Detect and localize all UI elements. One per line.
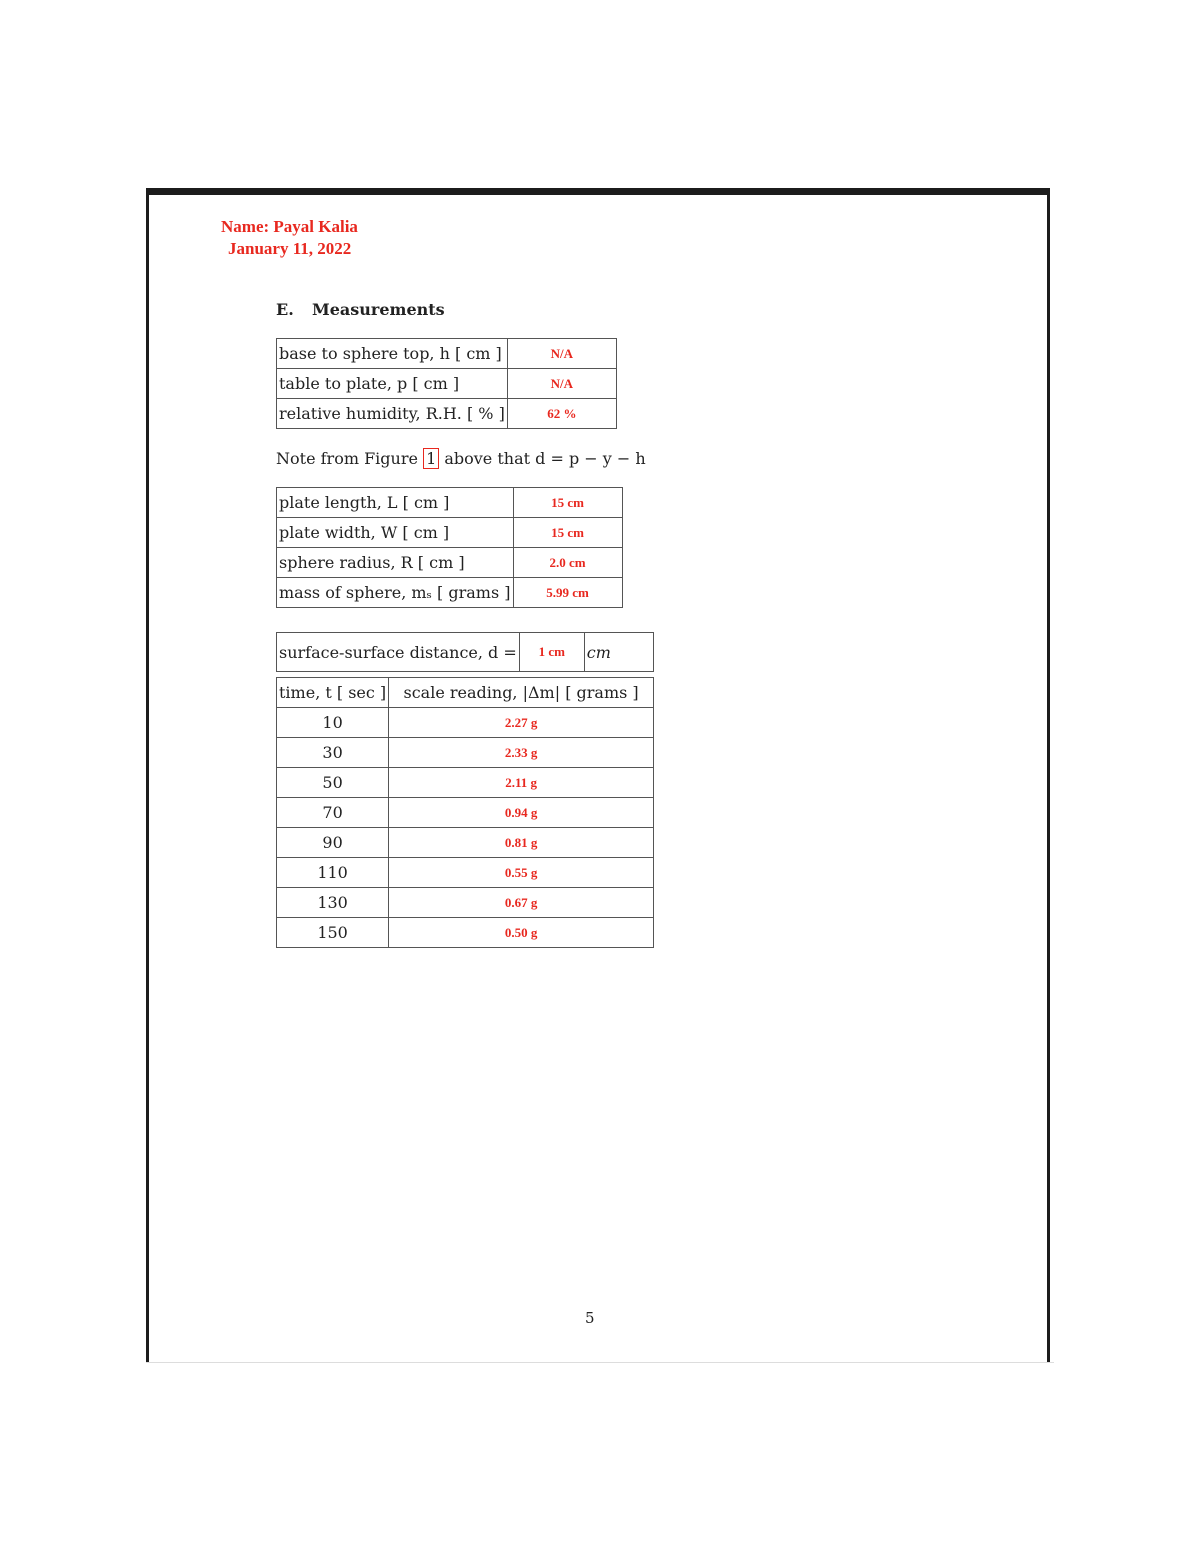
time-cell: 30 [277, 738, 389, 768]
time-cell: 130 [277, 888, 389, 918]
table-row [277, 708, 654, 738]
row-label: plate length, L [ cm ] [277, 488, 514, 518]
reading-cell: 0.67 g [389, 888, 654, 918]
plate-sphere-table [276, 487, 623, 608]
row-value: N/A [507, 339, 616, 369]
column-header: scale reading, |Δm| [ grams ] [389, 678, 654, 708]
table-row [277, 918, 654, 948]
page-divider [146, 1362, 1054, 1363]
row-label: relative humidity, R.H. [ % ] [277, 399, 508, 429]
row-value: 2.0 cm [513, 548, 622, 578]
table-row [277, 339, 617, 369]
table-row [277, 578, 623, 608]
readings-table [276, 677, 654, 948]
table-row [277, 518, 623, 548]
row-value: 5.99 cm [513, 578, 622, 608]
reading-cell: 2.27 g [389, 708, 654, 738]
row-value: 62 % [507, 399, 616, 429]
row-value: 15 cm [513, 518, 622, 548]
time-cell: 150 [277, 918, 389, 948]
time-cell: 70 [277, 798, 389, 828]
time-cell: 110 [277, 858, 389, 888]
section-heading [276, 300, 445, 319]
row-label: plate width, W [ cm ] [277, 518, 514, 548]
distance-table [276, 632, 654, 672]
setup-measurements-table [276, 338, 617, 429]
distance-label: surface-surface distance, d = [277, 633, 520, 672]
table-row [277, 738, 654, 768]
reading-cell: 2.11 g [389, 768, 654, 798]
row-label: table to plate, p [ cm ] [277, 369, 508, 399]
row-label: sphere radius, R [ cm ] [277, 548, 514, 578]
reading-cell: 0.50 g [389, 918, 654, 948]
section-title: Measurements [312, 300, 445, 319]
table-row [277, 888, 654, 918]
table-row [277, 633, 654, 672]
row-value: 15 cm [513, 488, 622, 518]
reading-cell: 2.33 g [389, 738, 654, 768]
row-label: mass of sphere, mₛ [ grams ] [277, 578, 514, 608]
table-row [277, 369, 617, 399]
row-value: N/A [507, 369, 616, 399]
table-row [277, 399, 617, 429]
time-cell: 50 [277, 768, 389, 798]
table-row [277, 548, 623, 578]
table-row [277, 798, 654, 828]
reading-cell: 0.81 g [389, 828, 654, 858]
table-row [277, 858, 654, 888]
figure-link[interactable]: 1 [423, 448, 439, 469]
section-number: E. [276, 300, 294, 319]
page-number: 5 [585, 1309, 595, 1327]
column-header: time, t [ sec ] [277, 678, 389, 708]
distance-unit: cm [584, 633, 653, 672]
table-row [277, 828, 654, 858]
time-cell: 90 [277, 828, 389, 858]
table-row [277, 488, 623, 518]
note-prefix: Note from Figure [276, 449, 418, 468]
reading-cell: 0.55 g [389, 858, 654, 888]
figure-note [276, 449, 646, 468]
student-name: Name: Payal Kalia [221, 217, 358, 236]
submission-date: January 11, 2022 [228, 239, 352, 258]
distance-value: 1 cm [519, 633, 584, 672]
row-label: base to sphere top, h [ cm ] [277, 339, 508, 369]
table-row [277, 768, 654, 798]
table-header-row [277, 678, 654, 708]
time-cell: 10 [277, 708, 389, 738]
reading-cell: 0.94 g [389, 798, 654, 828]
note-suffix: above that d = p − y − h [444, 449, 646, 468]
